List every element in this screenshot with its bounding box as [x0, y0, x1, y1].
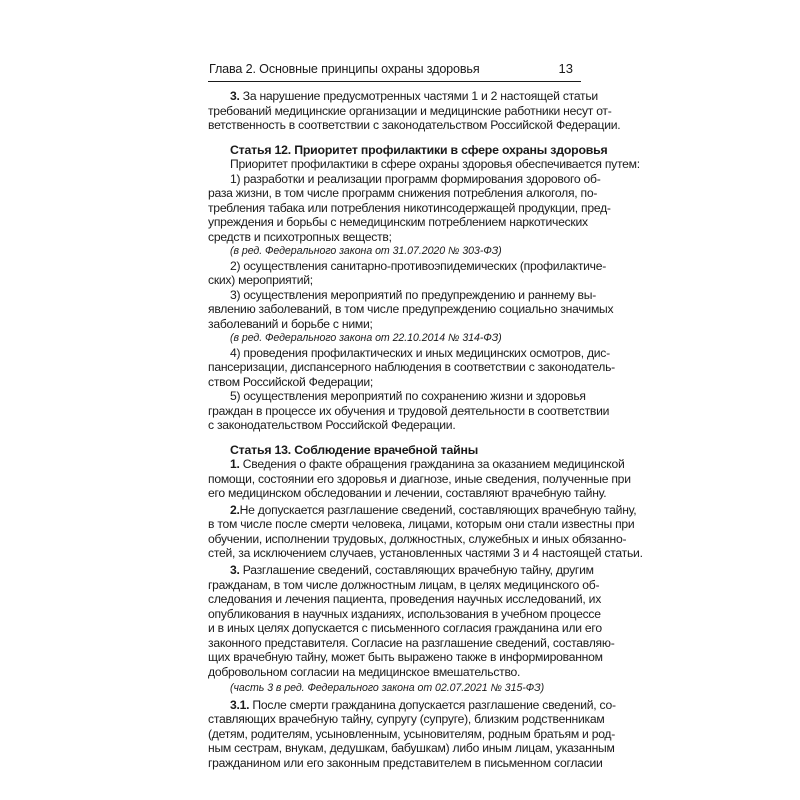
text-line: опубликования в научных изданиях, использования в учебном процессе: [208, 606, 601, 621]
article-13-heading: Статья 13. Соблюдение врачебной тайны: [230, 442, 479, 457]
paragraph-number: 3.1.: [230, 697, 250, 712]
amendment-note: (в ред. Федерального закона от 31.07.2020 № 303-ФЗ): [230, 245, 502, 258]
chapter-title: Глава 2. Основные принципы охраны здоровья: [209, 62, 480, 76]
text-line: ставляющих врачебную тайну, супругу (супруге), близким родственникам: [208, 712, 605, 727]
article-12-item-1: [208, 171, 611, 245]
article-12-heading: Статья 12. Приоритет профилактики в сфере охраны здоровья: [230, 142, 608, 157]
text-line: Приоритет профилактики в сфере охраны здоровья обеспечивается путем:: [230, 157, 640, 172]
amendment-note: (в ред. Федерального закона от 22.10.2014 № 314-ФЗ): [230, 332, 502, 345]
paragraph-number: 2.: [230, 502, 240, 517]
text-line: помощи, состоянии его здоровья и диагнозе, иные сведения, полученные при: [208, 471, 631, 486]
page-number: 13: [558, 61, 573, 76]
text-line: заболеваний и борьбе с ними;: [208, 316, 373, 331]
text-line: явлению заболеваний, в том числе предупреждению социально значимых: [208, 302, 614, 317]
article-12-item-4: [208, 345, 615, 390]
text-line: следования и лечения пациента, проведения научных исследований, их: [208, 592, 602, 607]
article-12-item-2: [208, 258, 607, 288]
text-line: гражданином или его законным представителем в письменном согласии: [208, 755, 603, 770]
article-13-part-3-1: [208, 697, 616, 771]
text-line: ветственность в соответствии с законодательством Российской Федерации.: [208, 118, 621, 133]
article-13-part-3: [208, 562, 615, 679]
text-line: 3.1. После смерти гражданина допускается разглашение сведений, со-: [230, 697, 616, 712]
text-line: 3) осуществления мероприятий по предупреждению и раннему вы-: [230, 287, 597, 302]
text-line: добровольном согласии на медицинское вмешательство.: [208, 664, 521, 679]
running-header: [208, 59, 581, 82]
text-line: в том числе после смерти человека, лицами, которым они стали известны при: [208, 517, 635, 532]
text-line: упреждения и борьбы с немедицинским потреблением наркотических: [208, 215, 588, 230]
text-line: 3. Разглашение сведений, составляющих врачебную тайну, другим: [230, 562, 594, 577]
text-line: 1) разработки и реализации программ формирования здорового об-: [230, 171, 601, 186]
text-line: 3. За нарушение предусмотренных частями 1 и 2 настоящей статьи: [230, 89, 598, 103]
text-line: ством Российской Федерации;: [208, 374, 374, 389]
text-line: раза жизни, в том числе программ снижения потребления алкоголя, по-: [208, 186, 598, 201]
text-line: средств и психотропных веществ;: [208, 229, 392, 244]
article-13-part-1: [208, 457, 631, 501]
paragraph-number: 3.: [230, 89, 240, 103]
text-line: 2.Не допускается разглашение сведений, составляющих врачебную тайну,: [230, 502, 637, 517]
text-line: стей, за исключением случаев, установленных частями 3 и 4 настоящей статьи.: [208, 546, 643, 561]
text-line: (детям, родителям, усыновленным, усыновителям, родным братьям и род-: [208, 726, 616, 741]
article-12-lead: [208, 157, 640, 172]
text-line: щих врачебную тайну, может быть выражено также в информированном: [208, 650, 603, 665]
text-line: требления табака или потребления никотинсодержащей продукции, пред-: [208, 200, 611, 215]
text-line: законного представителя. Согласие на разглашение сведений, составляю-: [208, 635, 615, 650]
text-line: обучении, исполнении трудовых, должностных, служебных и иных обязанно-: [208, 531, 627, 546]
amendment-note: (часть 3 в ред. Федерального закона от 02.07.2021 № 315-ФЗ): [230, 682, 545, 695]
intro-paragraph: [208, 89, 621, 133]
text-line: граждан в процессе их обучения и трудовой деятельности в соответствии: [208, 403, 610, 418]
text-line: и в иных целях допускается с письменного согласия гражданина или его: [208, 621, 602, 636]
article-13-part-2: [208, 502, 643, 561]
paragraph-number: 1.: [230, 457, 240, 472]
text-line: 5) осуществления мероприятий по сохранению жизни и здоровья: [230, 389, 586, 404]
text-line: пансеризации, диспансерного наблюдения в соответствии с законодатель-: [208, 360, 615, 375]
text-line: ным сестрам, внукам, дедушкам, бабушкам) либо иным лицам, указанным: [208, 741, 615, 756]
article-12-item-3: [208, 287, 614, 332]
text-line: его медицинском обследовании и лечении, составляют врачебную тайну.: [208, 486, 607, 501]
article-12-item-5: [208, 389, 610, 433]
text-line: 2) осуществления санитарно-противоэпидемических (профилактиче-: [230, 258, 607, 273]
text-line: с законодательством Российской Федерации.: [208, 418, 456, 433]
text-line: 4) проведения профилактических и иных медицинских осмотров, дис-: [230, 345, 610, 360]
paragraph-number: 3.: [230, 562, 240, 577]
text-line: ских) мероприятий;: [208, 273, 313, 288]
text-line: гражданам, в том числе должностным лицам, в целях медицинского об-: [208, 577, 600, 592]
page-body: [208, 89, 643, 770]
text-line: 1. Сведения о факте обращения гражданина за оказанием медицинской: [230, 457, 625, 472]
text-line: требований медицинские организации и медицинские работники несут от-: [208, 103, 612, 118]
